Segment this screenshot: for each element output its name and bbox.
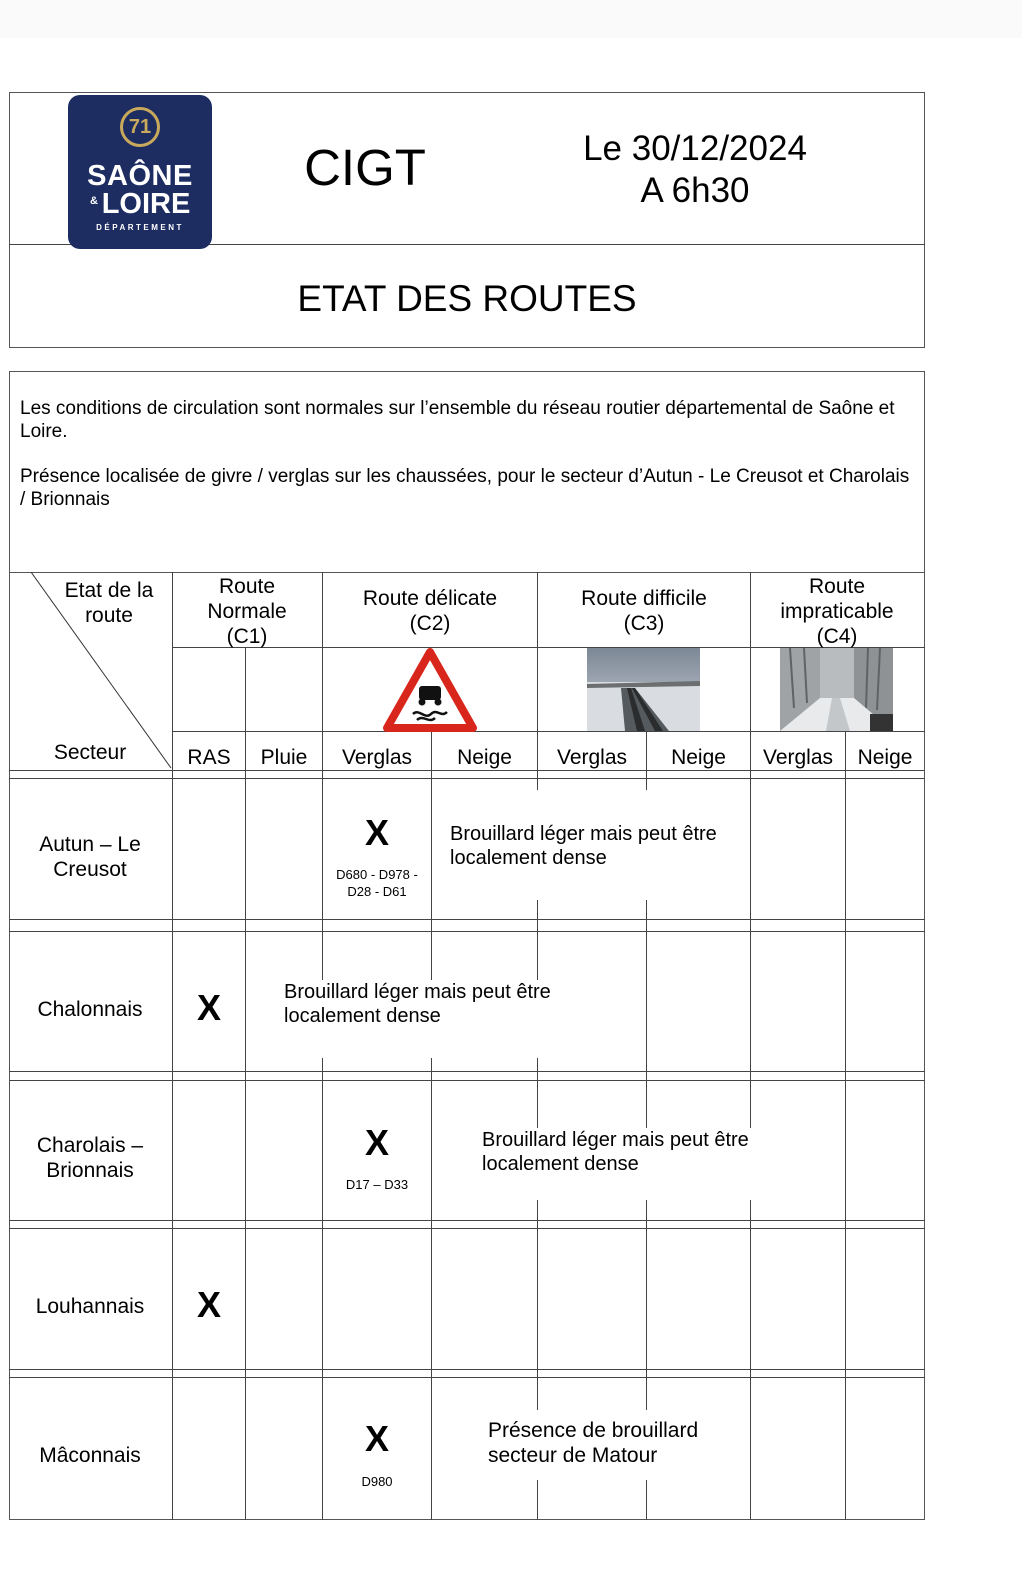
logo-line1: SAÔNE xyxy=(87,160,193,192)
top-band xyxy=(0,0,1022,38)
sector-autun: Autun – Le Creusot xyxy=(39,833,141,881)
row-sep-0b xyxy=(9,778,925,779)
sector-charolais: Charolais – Brionnais xyxy=(36,1134,144,1182)
row-sep-2a xyxy=(9,1071,925,1072)
sector-louhannais: Louhannais xyxy=(35,1295,145,1318)
report-subtitle: ETAT DES ROUTES xyxy=(297,278,637,319)
report-date: Le 30/12/2024 xyxy=(583,129,807,168)
mark-louhannais: X xyxy=(196,1284,221,1325)
category-c3: Route difficile (C3) xyxy=(581,587,707,635)
row-sep-1a xyxy=(9,919,925,920)
row-sep-1b xyxy=(9,931,925,932)
note-charolais: Brouillard léger mais peut être localement dense xyxy=(472,1128,772,1176)
col-c3-edge-header xyxy=(537,572,538,771)
col-c4-split xyxy=(845,731,846,1520)
emblem-icon: 71 xyxy=(120,107,160,147)
intro-paragraph-2: Présence localisée de givre / verglas sur les chaussées, pour le secteur d’Autun - Le Creusot et Charolais / Brionnais xyxy=(20,466,910,510)
report-time: A 6h30 xyxy=(640,171,750,210)
mark-maconnais: X xyxy=(364,1418,389,1459)
sub-c2-neige: Neige xyxy=(457,746,512,769)
sub-c2-verglas: Verglas xyxy=(341,746,413,769)
row-sep-4b xyxy=(9,1377,925,1378)
category-c2: Route délicate (C2) xyxy=(362,587,498,635)
col-c2-edge-header xyxy=(322,572,323,771)
category-c1: Route Normale (C1) xyxy=(207,575,287,648)
row-sep-0a xyxy=(9,770,925,771)
corner-bottom-label: Secteur xyxy=(53,741,127,764)
sub-c4-verglas: Verglas xyxy=(762,746,834,769)
col-c1-split xyxy=(245,771,246,1520)
note-maconnais: Présence de brouillard secteur de Matour xyxy=(478,1418,748,1468)
logo-line2: LOIRE xyxy=(101,188,191,220)
mark-autun: X xyxy=(364,812,389,853)
category-c4: Route impraticable (C4) xyxy=(780,575,894,648)
roads-maconnais: D980 xyxy=(361,1474,393,1489)
mark-charolais: X xyxy=(364,1122,389,1163)
sub-c1-pluie: Pluie xyxy=(260,746,308,769)
slippery-road-sign-icon xyxy=(383,648,477,732)
roads-autun: D680 - D978 - D28 - D61 xyxy=(336,867,418,899)
department-logo xyxy=(68,95,212,249)
sector-chalonnais: Chalonnais xyxy=(37,998,143,1021)
icy-road-photo xyxy=(587,648,700,731)
snowy-road-photo xyxy=(780,648,893,731)
sub-c3-verglas: Verglas xyxy=(556,746,628,769)
row-sep-3b xyxy=(9,1228,925,1229)
row-sep-4a xyxy=(9,1369,925,1370)
note-autun: Brouillard léger mais peut être localement dense xyxy=(440,822,740,870)
logo-amp: & xyxy=(90,195,98,207)
sub-c1-ras: RAS xyxy=(187,746,231,769)
note-chalonnais: Brouillard léger mais peut être localement dense xyxy=(274,980,574,1028)
intro-paragraph-1: Les conditions de circulation sont normales sur l’ensemble du réseau routier départemental de Saône et Loire. xyxy=(20,398,895,442)
intro-text xyxy=(20,397,910,511)
mark-chalonnais: X xyxy=(196,987,221,1028)
sector-maconnais: Mâconnais xyxy=(39,1444,141,1467)
row-sep-2b xyxy=(9,1080,925,1081)
header-rule-2 xyxy=(173,731,925,732)
sub-c4-neige: Neige xyxy=(857,746,913,769)
corner-top-label: Etat de la route xyxy=(64,579,154,627)
sub-c3-neige: Neige xyxy=(671,746,726,769)
page-title: CIGT xyxy=(304,139,426,196)
logo-line3: DÉPARTEMENT xyxy=(96,223,184,232)
row-sep-3a xyxy=(9,1220,925,1221)
roads-charolais: D17 – D33 xyxy=(345,1177,409,1192)
